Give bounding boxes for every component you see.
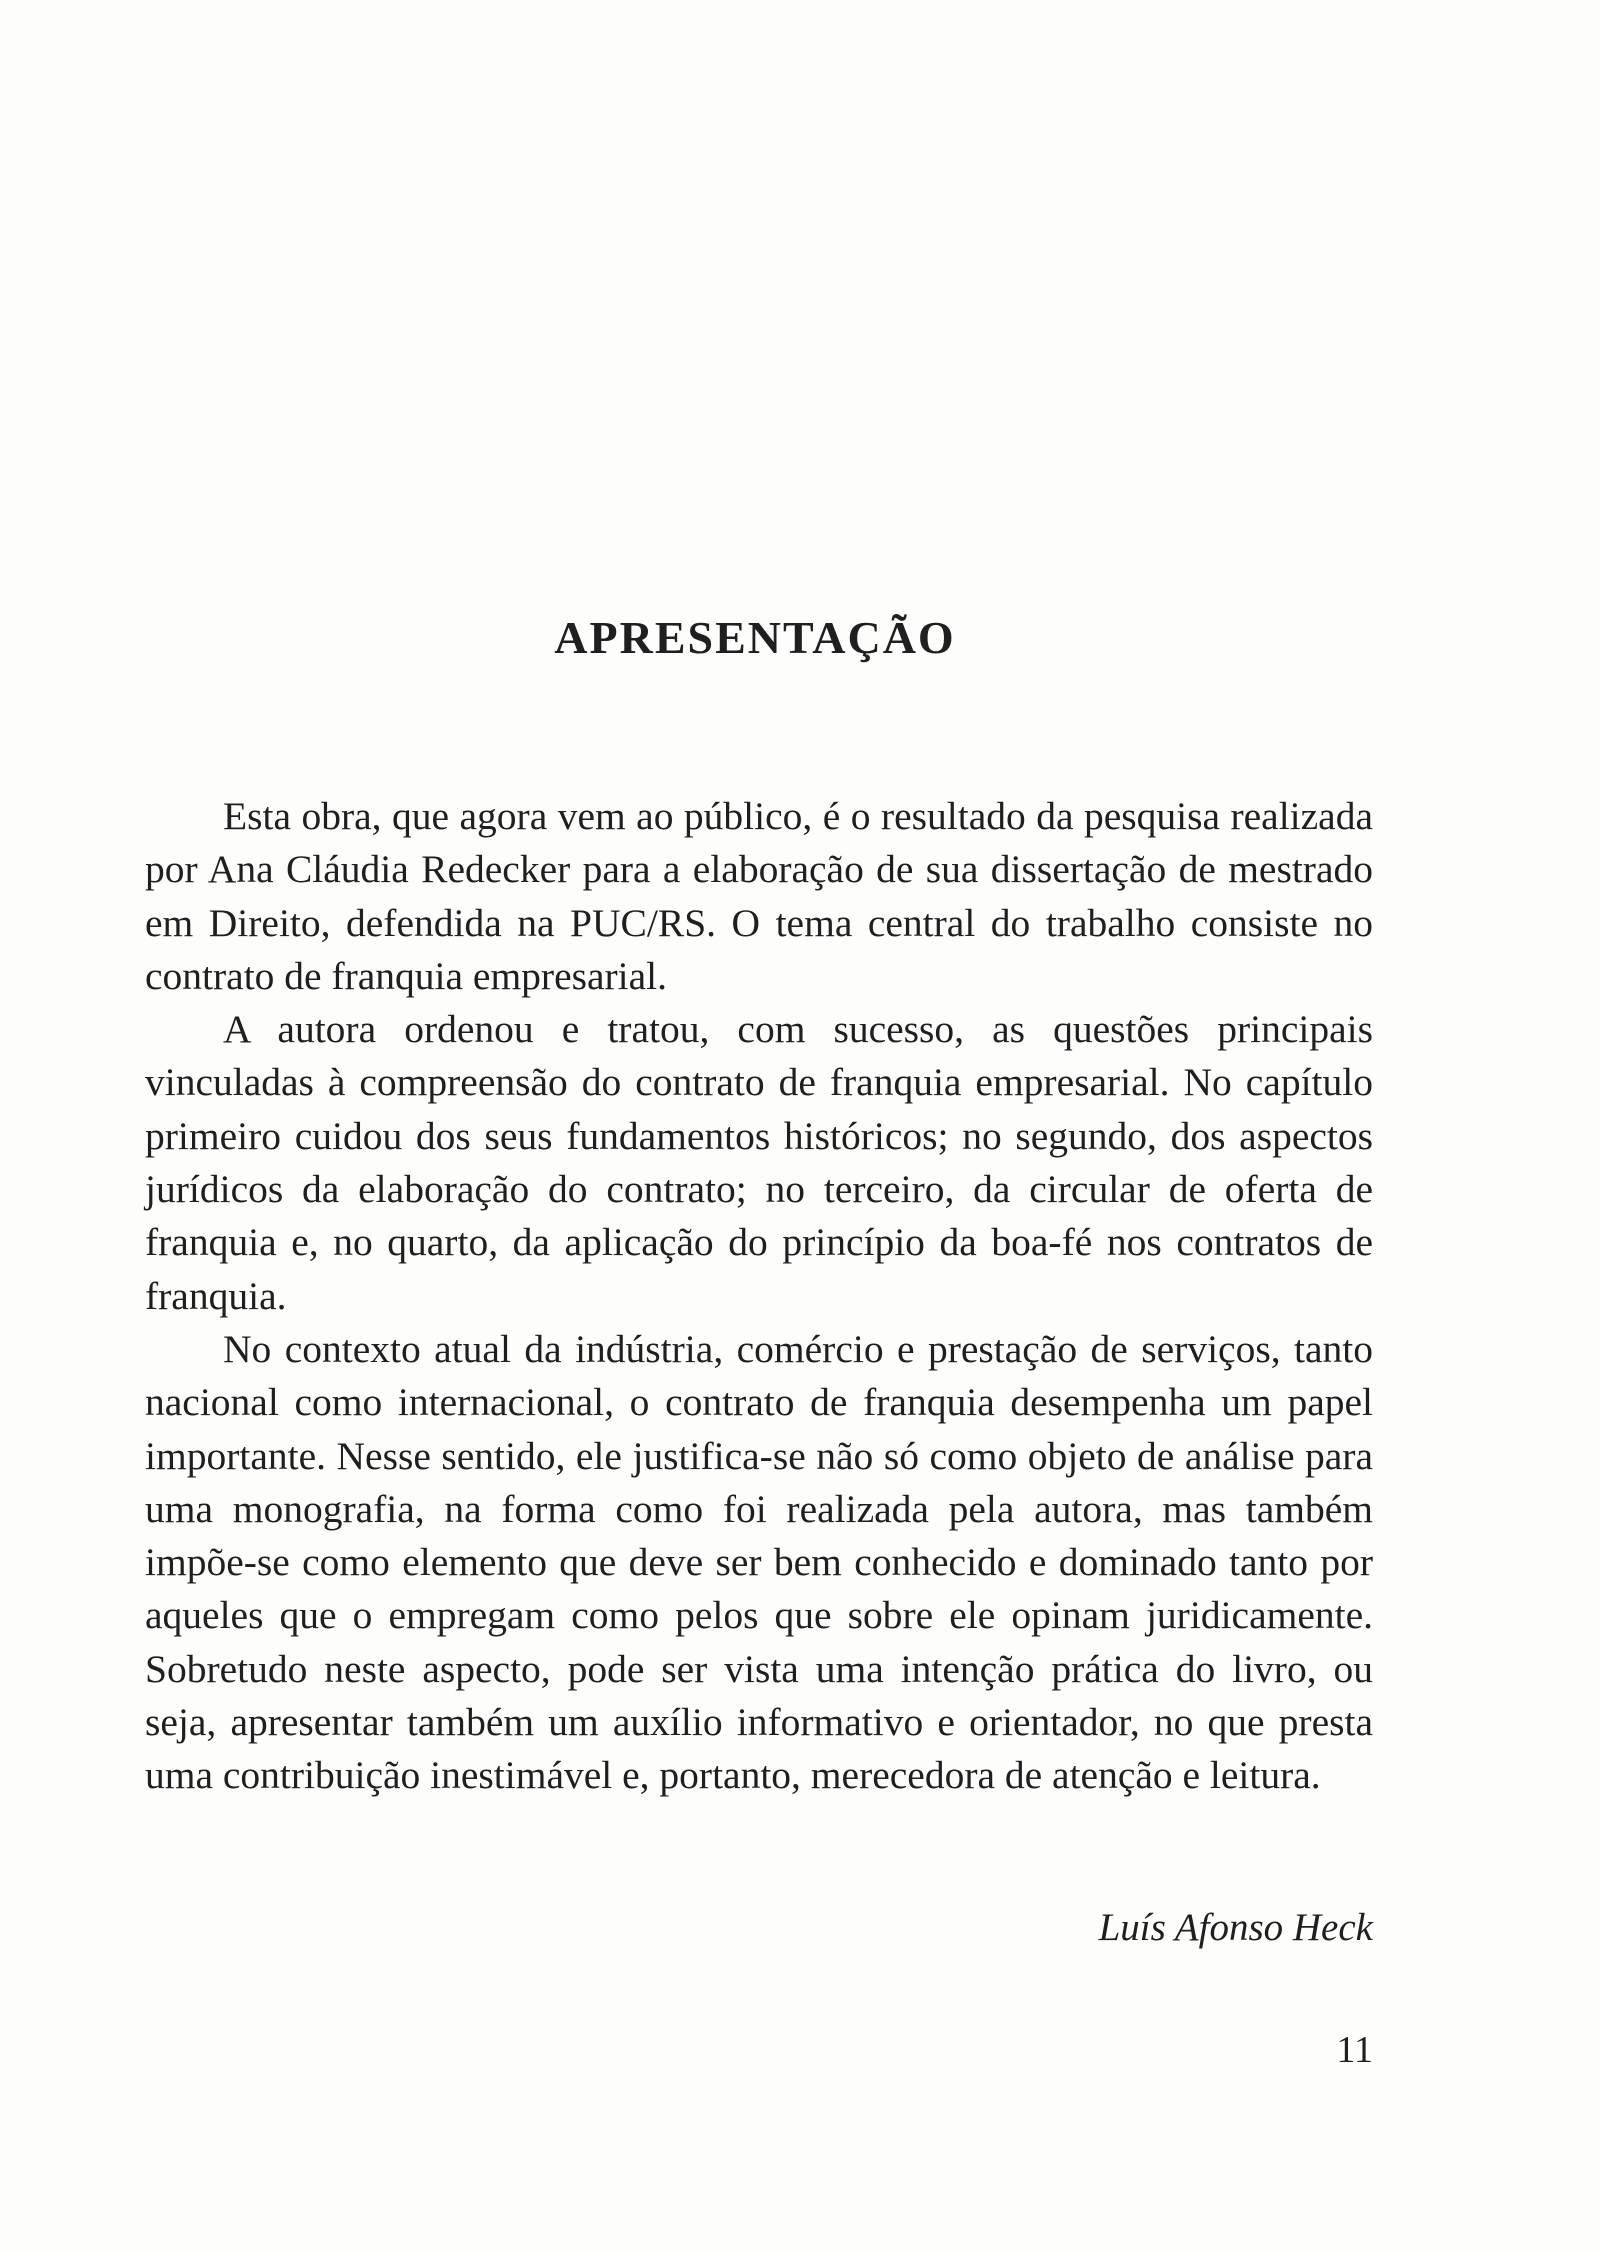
body-text bbox=[145, 790, 1373, 1803]
paragraph-2: A autora ordenou e tratou, com sucesso, as questões principais vinculadas à compreensão do contrato de franquia empresarial. No capítulo primeiro cuidou dos seus fundamentos históricos; no segundo, dos aspectos jurídicos da elaboração do contrato; no terceiro, da circular de oferta de franquia e, no quarto, da aplicação do princípio da boa-fé nos contratos de franquia. bbox=[145, 1007, 1373, 1318]
page-number: 11 bbox=[1336, 2029, 1373, 2071]
paragraph-1: Esta obra, que agora vem ao público, é o resultado da pesquisa realizada por Ana Cláudia Redecker para a elaboração de sua dissertação de mestrado em Direito, defendida na PUC/RS. O tema central do trabalho consiste no contrato de franquia empresarial. bbox=[145, 794, 1373, 998]
author-signature: Luís Afonso Heck bbox=[1098, 1906, 1373, 1949]
page-title: APRESENTAÇÃO bbox=[554, 611, 956, 663]
paragraph-3: No contexto atual da indústria, comércio e prestação de serviços, tanto nacional como internacional, o contrato de franquia desempenha um papel importante. Nesse sentido, ele justifica-se não só como objeto de análise para uma monografia, na forma como foi realizada pela autora, mas também impõe-se como elemento que deve ser bem conhecido e dominado tanto por aqueles que o empregam como pelos que sobre ele opinam juridicamente. Sobretudo neste aspecto, pode ser vista uma intenção prática do livro, ou seja, apresentar também um auxílio informativo e orientador, no que presta uma contribuição inestimável e, portanto, merecedora de atenção e leitura. bbox=[145, 1326, 1373, 1798]
